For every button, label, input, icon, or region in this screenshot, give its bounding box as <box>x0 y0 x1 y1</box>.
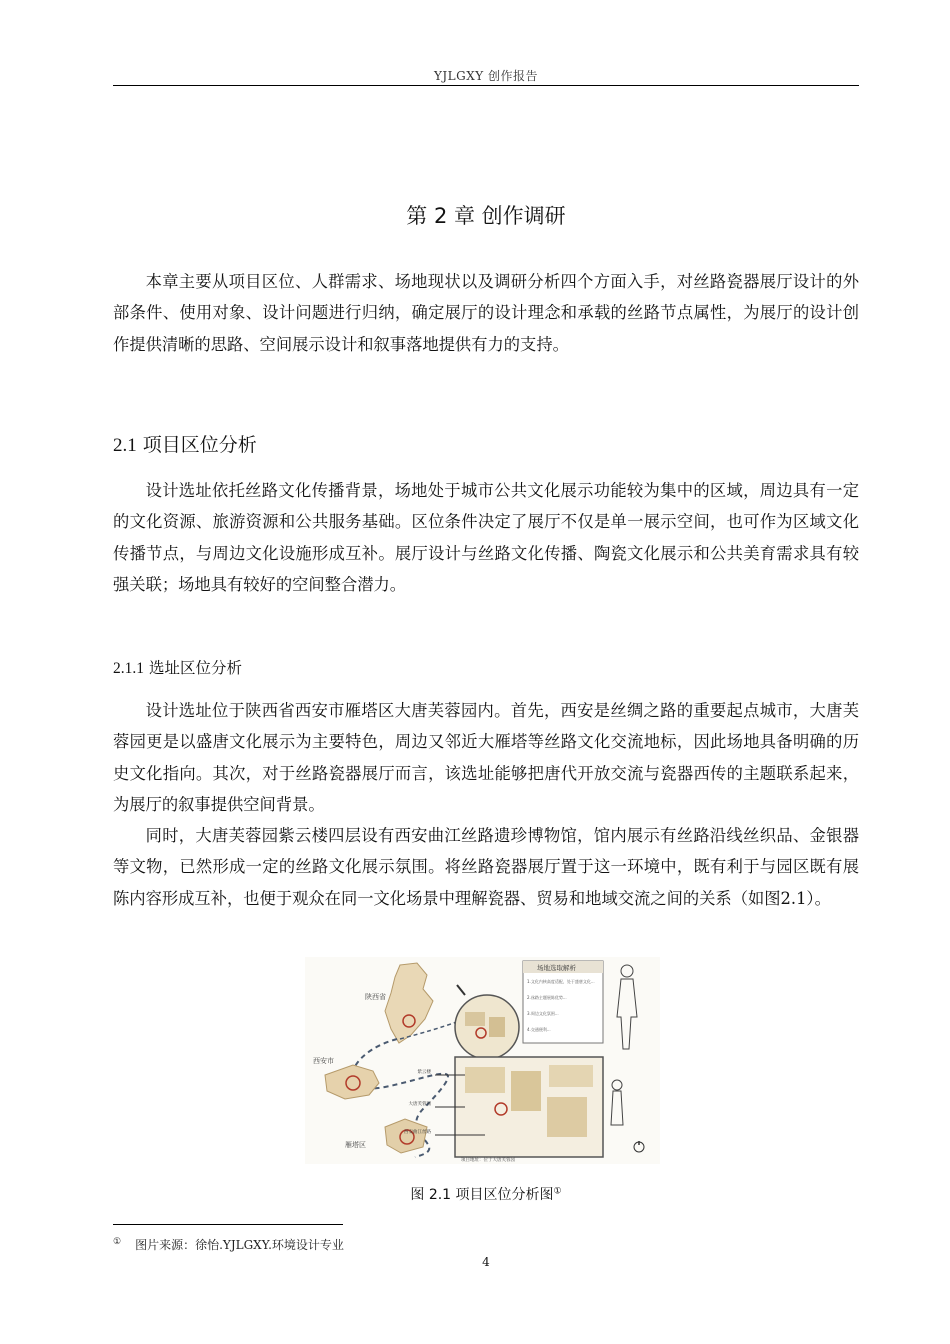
site-address-note: 项目地址：位于大唐芙蓉园 <box>461 1158 515 1163</box>
intro-paragraph: 本章主要从项目区位、人群需求、场地现状以及调研分析四个方面入手，对丝路瓷器展厅设计的外部条件、使用对象、设计问题进行归纳，确定展厅的设计理念和承载的丝路节点属性，为展厅的设计创作提供清晰的思路、空间展示设计和叙事落地提供有力的支持。 <box>113 272 859 354</box>
footnote <box>113 1236 344 1253</box>
analysis-panel-line: 2.丝路主题展陈优势... <box>527 995 567 1000</box>
section-heading-2-1 <box>113 430 257 457</box>
analysis-panel-line: 3.周边文化氛围... <box>527 1011 559 1016</box>
magnifier-detail <box>489 1017 505 1037</box>
site-plan-block <box>547 1097 587 1137</box>
chapter-title: 第 2 章 创作调研 <box>406 204 566 228</box>
location-analysis-figure <box>305 957 660 1164</box>
footnote-mark: ① <box>113 1237 122 1247</box>
analysis-panel-line: 1.文化内核高度适配，处于盛唐文化... <box>527 979 595 984</box>
section-2-1-1-paragraph-1: 设计选址位于陕西省西安市雁塔区大唐芙蓉园内。首先，西安是丝绸之路的重要起点城市，大唐芙蓉园更是以盛唐文化展示为主要特色，周边又邻近大雁塔等丝路文化交流地标，因此场地具备明确的历史文化指向。其次，对于丝路瓷器展厅而言，该选址能够把唐代开放交流与瓷器西传的主题联系起来，为展厅的叙事提供空间背景。 <box>113 701 859 814</box>
site-plan-block <box>549 1065 593 1087</box>
section-heading-2-1-1 <box>113 656 242 678</box>
callout-label: 大唐芙蓉园 <box>408 1102 431 1107</box>
section-title: 项目区位分析 <box>142 434 257 456</box>
footnote-rule <box>113 1224 343 1225</box>
subsection-number: 2.1.1 <box>113 660 144 677</box>
subsection-title: 选址区位分析 <box>148 659 242 677</box>
province-label: 陕西省 <box>365 993 386 1001</box>
figure-caption <box>113 1184 859 1204</box>
analysis-panel-line: 4.交通便利... <box>527 1027 551 1032</box>
section-2-1-1-paragraph-2: 同时，大唐芙蓉园紫云楼四层设有西安曲江丝路遗珍博物馆，馆内展示有丝路沿线丝织品、金银器等文物，已然形成一定的丝路文化展示氛围。将丝路瓷器展厅置于这一环境中，既有利于与园区既有展陈内容形成互补，也便于观众在同一文化场景中理解瓷器、贸易和地域交流之间的关系（如图2.1）。 <box>113 826 859 908</box>
callout-label: 西安曲江丝路 <box>404 1130 431 1135</box>
analysis-panel-title: 场地选取解析 <box>537 964 576 972</box>
site-plan-block <box>511 1071 541 1111</box>
city-label: 西安市 <box>313 1057 334 1065</box>
magnifier-icon <box>455 995 519 1059</box>
figure-caption-text: 图 2.1 项目区位分析图 <box>410 1187 554 1203</box>
section-number: 2.1 <box>113 435 137 456</box>
magnifier-detail <box>465 1012 485 1026</box>
footnote-text: 图片来源：徐怡.YJLGXY.环境设计专业 <box>135 1238 344 1252</box>
section-2-1-paragraph: 设计选址依托丝路文化传播背景，场地处于城市公共文化展示功能较为集中的区域，周边具有一定的文化资源、旅游资源和公共服务基础。区位条件决定了展厅不仅是单一展示空间，也可作为区域文化传播节点，与周边文化设施形成互补。展厅设计与丝路文化传播、陶瓷文化展示和公共美育需求具有较强关联；场地具有较好的空间整合潜力。 <box>113 481 859 594</box>
callout-label: 紫云楼 <box>417 1070 431 1075</box>
page-number: 4 <box>482 1255 490 1269</box>
figure-caption-mark: ① <box>553 1186 562 1197</box>
running-header: YJLGXY 创作报告 <box>433 69 539 83</box>
header-rule <box>113 85 859 86</box>
district-label: 雁塔区 <box>345 1141 366 1149</box>
site-plan-block <box>465 1067 505 1093</box>
